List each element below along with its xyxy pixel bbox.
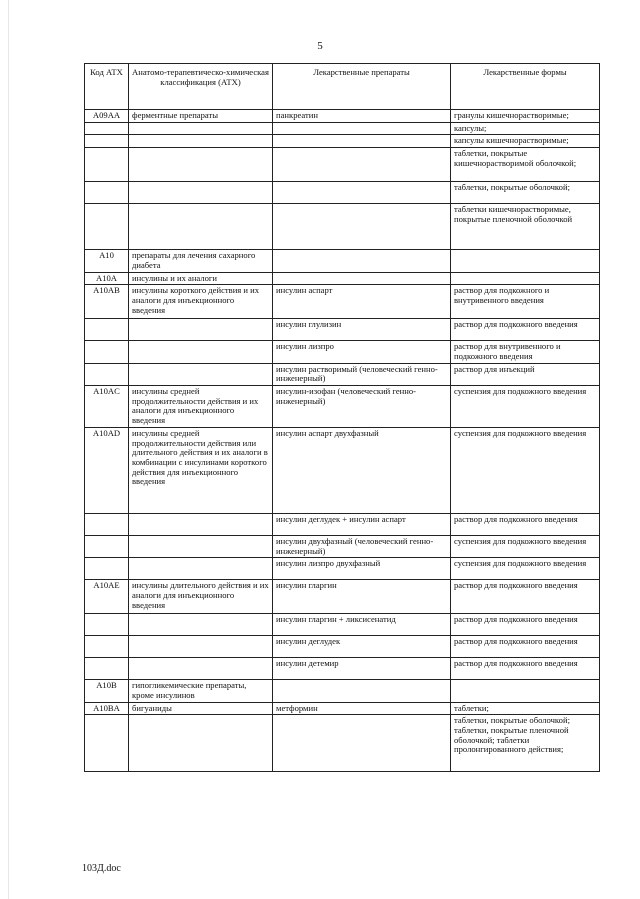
table-row xyxy=(85,341,600,363)
cell-form: раствор для подкожного введения xyxy=(451,658,600,680)
cell-code xyxy=(85,148,129,182)
cell-drug: инсулин аспарт двухфазный xyxy=(273,427,451,513)
cell-code xyxy=(85,341,129,363)
table-row xyxy=(85,135,600,148)
atx-table xyxy=(84,63,600,772)
cell-code: A10 xyxy=(85,250,129,272)
cell-form: таблетки, покрытые кишечнорастворимой оболочкой; xyxy=(451,148,600,182)
cell-code xyxy=(85,135,129,148)
cell-drug xyxy=(273,122,451,135)
cell-form: раствор для подкожного введения xyxy=(451,614,600,636)
cell-drug: инсулин глулизин xyxy=(273,319,451,341)
cell-code xyxy=(85,319,129,341)
cell-drug: инсулин деглудек xyxy=(273,636,451,658)
cell-form: гранулы кишечнорастворимые; xyxy=(451,110,600,123)
cell-drug: инсулин аспарт xyxy=(273,285,451,319)
cell-form: таблетки, покрытые оболочкой; таблетки, покрытые пленочной оболочкой; таблетки пролонгированного действия; xyxy=(451,715,600,772)
table-row xyxy=(85,363,600,385)
table-row xyxy=(85,285,600,319)
cell-form: раствор для подкожного введения xyxy=(451,580,600,614)
cell-code xyxy=(85,558,129,580)
cell-drug: инсулин двухфазный (человеческий генно-инженерный) xyxy=(273,535,451,557)
cell-classification xyxy=(129,614,273,636)
cell-drug xyxy=(273,715,451,772)
cell-form: раствор для подкожного введения xyxy=(451,319,600,341)
cell-drug xyxy=(273,272,451,285)
cell-code xyxy=(85,658,129,680)
header-classification: Анатомо-терапевтическо-химическая классификация (АТХ) xyxy=(129,64,273,110)
cell-code xyxy=(85,715,129,772)
cell-drug: инсулин деглудек + инсулин аспарт xyxy=(273,513,451,535)
cell-code xyxy=(85,204,129,250)
cell-code: A09AA xyxy=(85,110,129,123)
document-filename: 103Д.doc xyxy=(82,863,121,874)
table-row xyxy=(85,386,600,428)
cell-code xyxy=(85,535,129,557)
cell-code: A10BA xyxy=(85,702,129,715)
cell-drug: инсулин детемир xyxy=(273,658,451,680)
cell-code: A10B xyxy=(85,680,129,702)
cell-classification: ферментные препараты xyxy=(129,110,273,123)
cell-classification xyxy=(129,204,273,250)
page-number: 5 xyxy=(317,40,323,52)
table-row xyxy=(85,580,600,614)
header-drugs: Лекарственные препараты xyxy=(273,64,451,110)
cell-classification: инсулины средней продолжительности действия и их аналоги для инъекционного введения xyxy=(129,386,273,428)
cell-classification xyxy=(129,513,273,535)
cell-form xyxy=(451,250,600,272)
table-row xyxy=(85,272,600,285)
cell-classification: инсулины средней продолжительности действия или длительного действия и их аналоги в комбинации с инсулинами короткого действия для инъекционного введения xyxy=(129,427,273,513)
cell-classification: препараты для лечения сахарного диабета xyxy=(129,250,273,272)
cell-code: A10AD xyxy=(85,427,129,513)
table-row xyxy=(85,122,600,135)
cell-classification xyxy=(129,148,273,182)
cell-code xyxy=(85,182,129,204)
cell-classification xyxy=(129,558,273,580)
table-row xyxy=(85,319,600,341)
table-row xyxy=(85,182,600,204)
cell-classification xyxy=(129,319,273,341)
cell-drug: метформин xyxy=(273,702,451,715)
table-row xyxy=(85,535,600,557)
cell-form: суспензия для подкожного введения xyxy=(451,558,600,580)
cell-code: A10AE xyxy=(85,580,129,614)
cell-form: таблетки кишечнорастворимые, покрытые пленочной оболочкой xyxy=(451,204,600,250)
cell-drug: инсулин гларгин + ликсисенатид xyxy=(273,614,451,636)
cell-code: A10A xyxy=(85,272,129,285)
cell-drug: инсулин лизпро двухфазный xyxy=(273,558,451,580)
table-row xyxy=(85,614,600,636)
cell-code xyxy=(85,614,129,636)
table-row xyxy=(85,680,600,702)
cell-classification: инсулины короткого действия и их аналоги для инъекционного введения xyxy=(129,285,273,319)
scan-edge-line xyxy=(8,0,9,899)
cell-classification xyxy=(129,135,273,148)
cell-drug xyxy=(273,182,451,204)
header-forms: Лекарственные формы xyxy=(451,64,600,110)
cell-code xyxy=(85,363,129,385)
cell-code xyxy=(85,636,129,658)
cell-form: раствор для подкожного и внутривенного введения xyxy=(451,285,600,319)
table-row xyxy=(85,658,600,680)
cell-form: раствор для инъекций xyxy=(451,363,600,385)
cell-classification xyxy=(129,636,273,658)
cell-classification xyxy=(129,122,273,135)
cell-code: A10AC xyxy=(85,386,129,428)
table-row xyxy=(85,427,600,513)
cell-form xyxy=(451,680,600,702)
cell-form xyxy=(451,272,600,285)
cell-drug xyxy=(273,135,451,148)
cell-classification: инсулины длительного действия и их аналоги для инъекционного введения xyxy=(129,580,273,614)
table-row xyxy=(85,513,600,535)
cell-classification xyxy=(129,182,273,204)
cell-form: капсулы кишечнорастворимые; xyxy=(451,135,600,148)
table-row xyxy=(85,558,600,580)
cell-form: суспензия для подкожного введения xyxy=(451,427,600,513)
cell-code: A10AB xyxy=(85,285,129,319)
cell-drug xyxy=(273,680,451,702)
cell-form: таблетки, покрытые оболочкой; xyxy=(451,182,600,204)
cell-form: раствор для внутривенного и подкожного введения xyxy=(451,341,600,363)
cell-classification: бигуаниды xyxy=(129,702,273,715)
cell-code xyxy=(85,122,129,135)
cell-classification xyxy=(129,535,273,557)
cell-drug xyxy=(273,148,451,182)
cell-classification xyxy=(129,715,273,772)
cell-classification xyxy=(129,341,273,363)
table-header-row xyxy=(85,64,600,110)
table-body xyxy=(85,110,600,772)
cell-drug: инсулин гларгин xyxy=(273,580,451,614)
table-row xyxy=(85,250,600,272)
cell-code xyxy=(85,513,129,535)
cell-form: суспензия для подкожного введения xyxy=(451,386,600,428)
cell-drug: инсулин лизпро xyxy=(273,341,451,363)
cell-form: капсулы; xyxy=(451,122,600,135)
table-row xyxy=(85,110,600,123)
table-row xyxy=(85,715,600,772)
cell-classification xyxy=(129,658,273,680)
cell-form: раствор для подкожного введения xyxy=(451,636,600,658)
cell-drug xyxy=(273,204,451,250)
cell-drug: инсулин растворимый (человеческий генно-инженерный) xyxy=(273,363,451,385)
cell-classification: инсулины и их аналоги xyxy=(129,272,273,285)
table-row xyxy=(85,636,600,658)
table-row xyxy=(85,204,600,250)
cell-form: суспензия для подкожного введения xyxy=(451,535,600,557)
table-row xyxy=(85,702,600,715)
cell-drug xyxy=(273,250,451,272)
cell-form: раствор для подкожного введения xyxy=(451,513,600,535)
cell-form: таблетки; xyxy=(451,702,600,715)
cell-classification xyxy=(129,363,273,385)
cell-drug: инсулин-изофан (человеческий генно-инженерный) xyxy=(273,386,451,428)
header-code: Код АТХ xyxy=(85,64,129,110)
table-row xyxy=(85,148,600,182)
cell-classification: гипогликемические препараты, кроме инсулинов xyxy=(129,680,273,702)
cell-drug: панкреатин xyxy=(273,110,451,123)
